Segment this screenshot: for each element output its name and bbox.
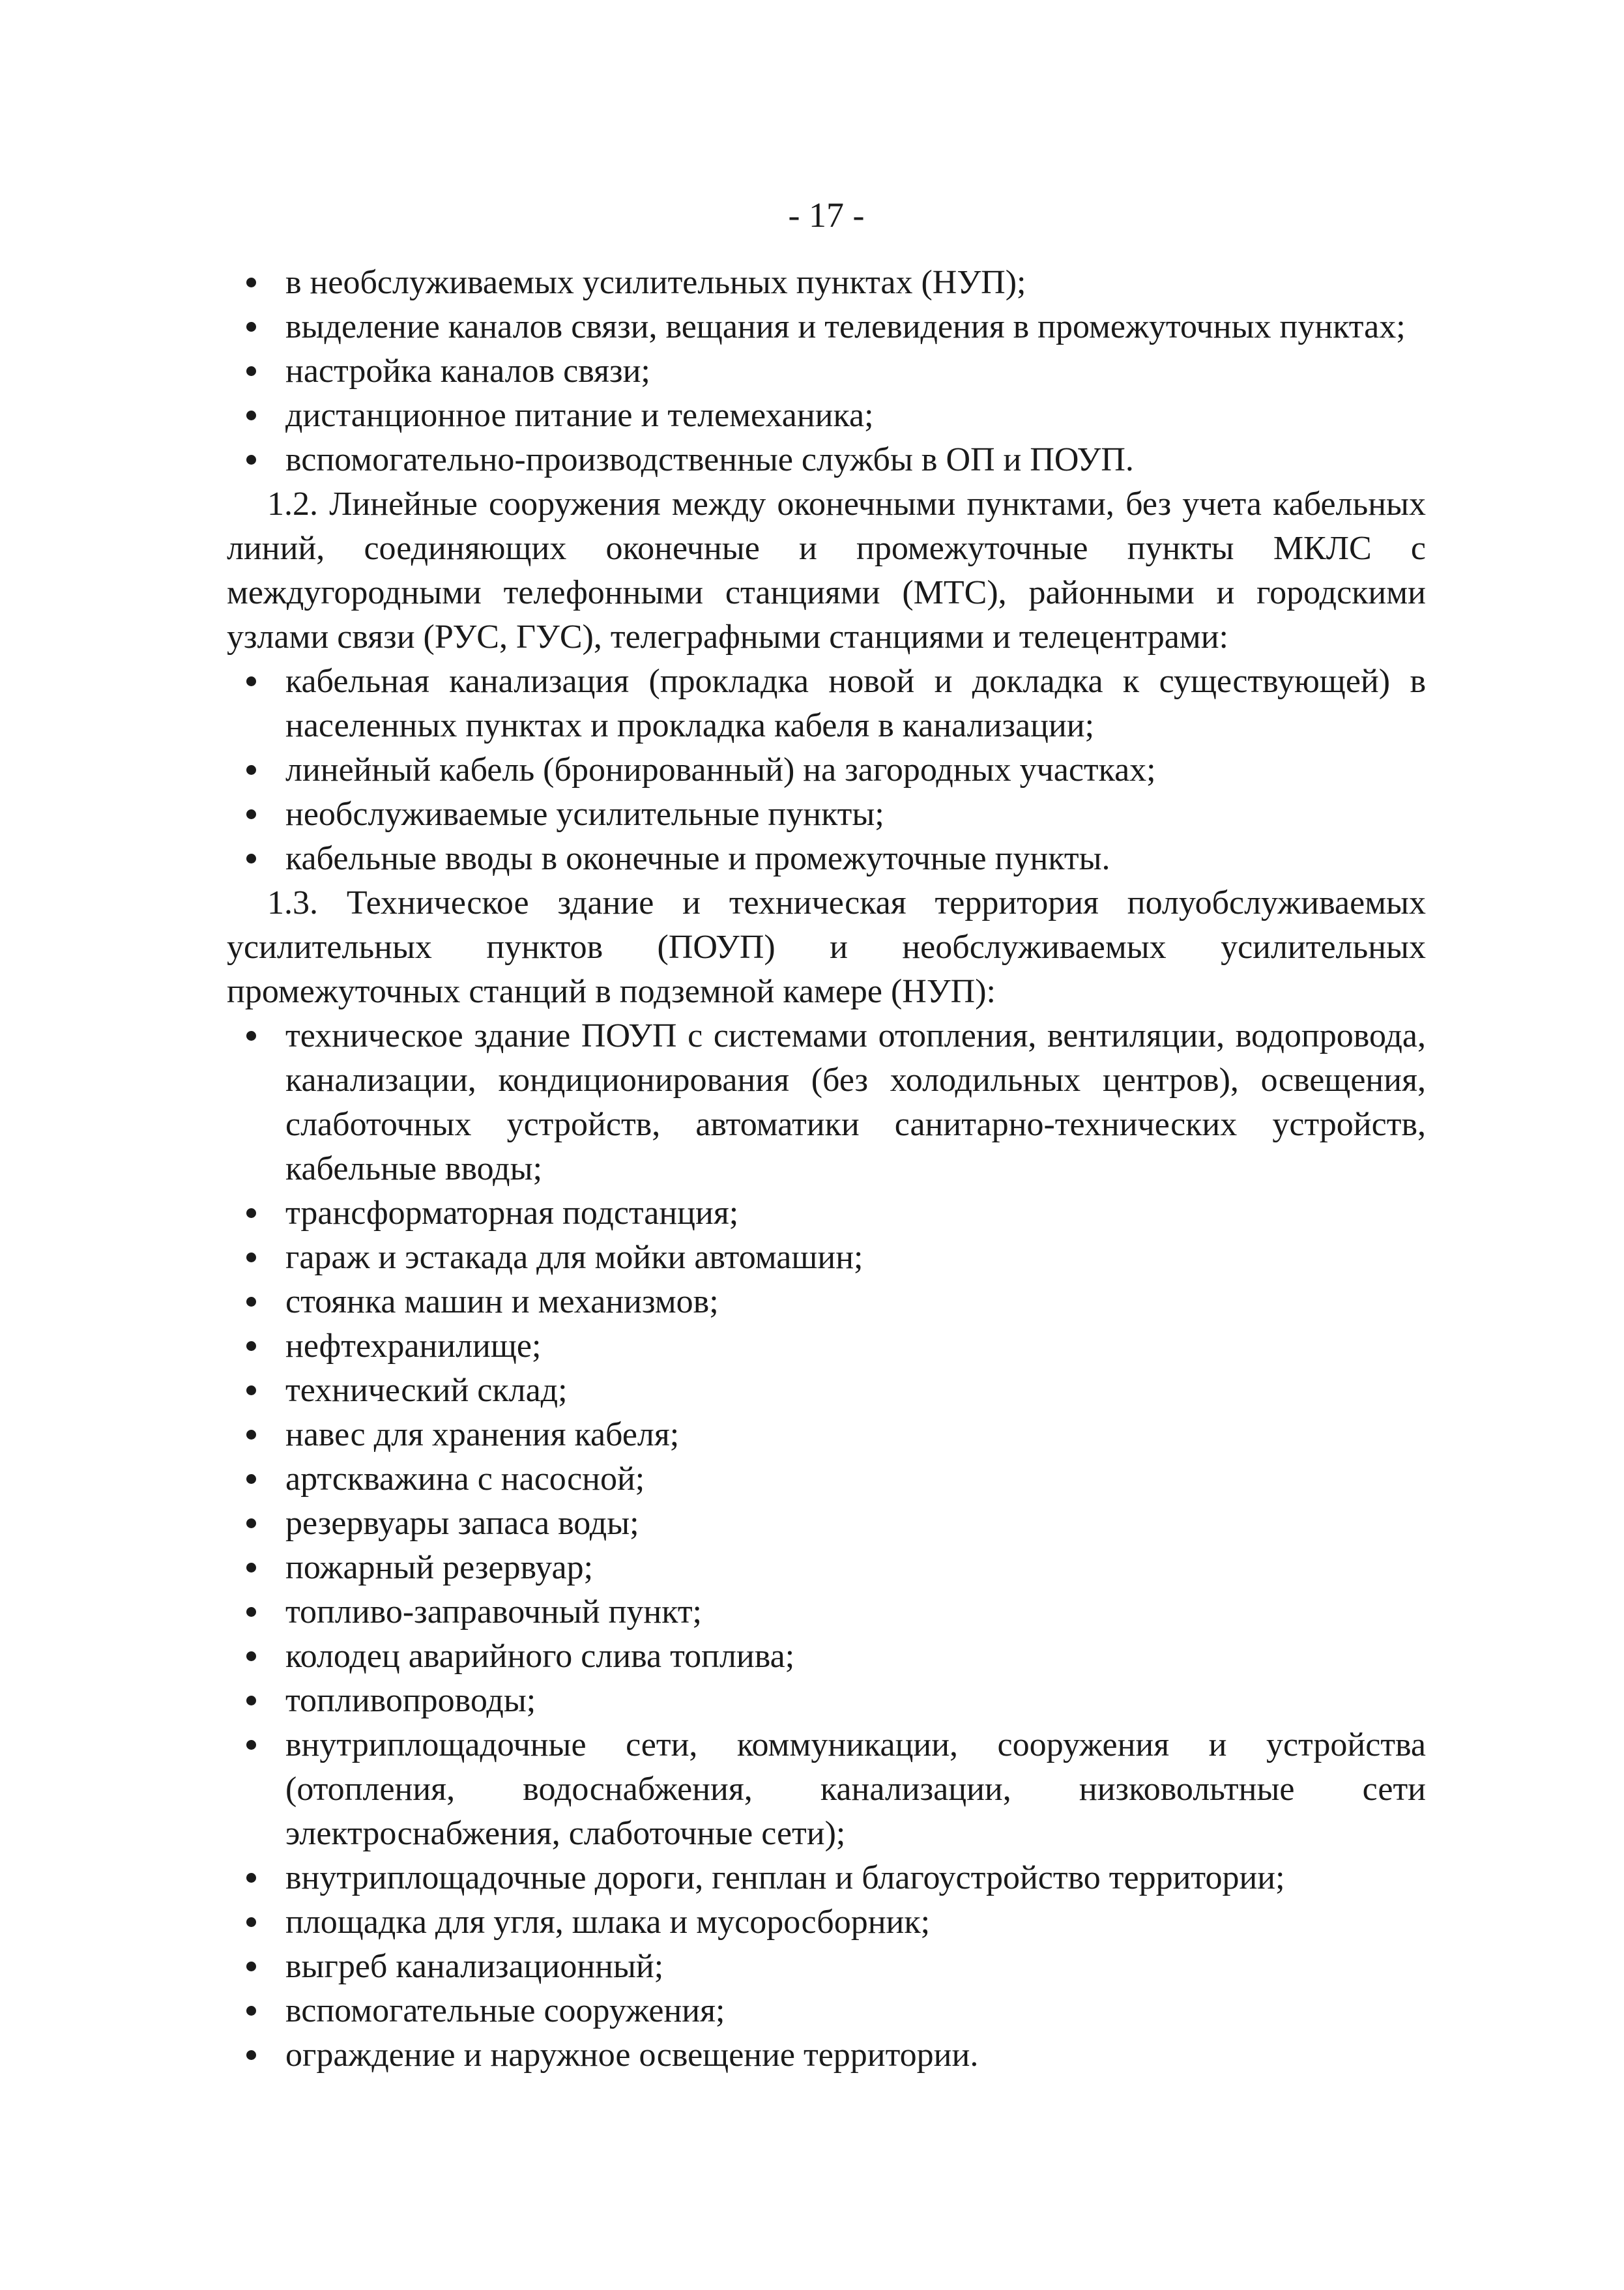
list-item [227,792,1426,837]
list-item [227,1236,1426,1280]
bullet-icon [246,1563,256,1573]
list-item-text: технический склад; [285,1372,568,1409]
list-item-text: внутриплощадочные сети, коммуникации, сооружения и устройства (отопления, водоснабжения, канализации, низковольтные сети электроснабжения, слаботочные сети); [285,1726,1426,1852]
list-item-text: нефтехранилище; [285,1327,542,1365]
list-item [227,659,1426,748]
list-item-text: дистанционное питание и телемеханика; [285,397,874,434]
bullet-icon [246,1385,256,1395]
bullet-icon [246,2006,256,2016]
bullet-icon [246,1297,256,1307]
list-item-text: резервуары запаса воды; [285,1505,639,1542]
list-item [227,2033,1426,2078]
page-number: - 17 - [788,196,865,235]
list-item [227,349,1426,394]
bullet-icon [246,809,256,819]
bullet-icon [246,1031,256,1041]
bullet-icon [246,278,256,287]
list-item [227,394,1426,438]
bullet-icon [246,322,256,332]
list-item-text: артскважина с насосной; [285,1460,645,1498]
list-item [227,1590,1426,1634]
list-item [227,1634,1426,1679]
list-item [227,1723,1426,1856]
list-item-text: навес для хранения кабеля; [285,1416,680,1453]
list-item [227,1989,1426,2033]
list-item-text: линейный кабель (бронированный) на загородных участках; [285,751,1156,789]
list-item-text: трансформаторная подстанция; [285,1195,739,1232]
list-item-text: площадка для угля, шлака и мусоросборник; [285,1904,931,1941]
bullet-icon [246,1740,256,1750]
list-item [227,1457,1426,1501]
list-item-text: ограждение и наружное освещение территории. [285,2036,979,2074]
list-item-text: топливопроводы; [285,1682,536,1719]
list-item-text: выгреб канализационный; [285,1948,664,1985]
bullet-icon [246,455,256,465]
list-item-text: пожарный резервуар; [285,1549,594,1586]
list-item [227,1324,1426,1369]
list-item [227,1280,1426,1324]
list-item [227,305,1426,349]
bullet-icon [246,2050,256,2060]
list-item-text: вспомогательные сооружения; [285,1992,725,2029]
bullet-icon [246,1873,256,1883]
list-item [227,261,1426,305]
bullet-icon [246,1253,256,1262]
bullet-icon [246,676,256,686]
list-item [227,1856,1426,1900]
list-item-text: техническое здание ПОУП с системами отопления, вентиляции, водопровода, канализации, кондиционирования (без холодильных центров), освещения, слаботочных устройств, автоматики санитарно-технических устройств, кабельные вводы; [285,1017,1426,1187]
list-item-text: колодец аварийного слива топлива; [285,1638,795,1675]
list-item [227,748,1426,792]
bullet-icon [246,1917,256,1927]
list-item [227,1014,1426,1191]
list-item-text: кабельная канализация (прокладка новой и докладка к существующей) в населенных пунктах и прокладка кабеля в канализации; [285,663,1426,744]
list-item-text: топливо-заправочный пункт; [285,1593,703,1631]
bullet-icon [246,1651,256,1661]
bullet-icon [246,1607,256,1617]
list-item [227,1679,1426,1723]
list-item [227,1191,1426,1236]
list-item-text: гараж и эстакада для мойки автомашин; [285,1239,863,1276]
document-page [227,189,1426,2078]
bullet-icon [246,1341,256,1351]
bullet-icon [246,411,256,420]
list-item [227,1546,1426,1590]
bullet-icon [246,1474,256,1484]
list-item-text: внутриплощадочные дороги, генплан и благоустройство территории; [285,1859,1285,1896]
list-item [227,1413,1426,1457]
bullet-icon [246,1518,256,1528]
list-item [227,1900,1426,1945]
bullet-icon [246,1962,256,1971]
bullet-list-1 [227,261,1426,482]
list-item-text: необслуживаемые усилительные пункты; [285,796,884,833]
list-item [227,1945,1426,1989]
paragraph-1-2: 1.2. Линейные сооружения между оконечными пунктами, без учета кабельных линий, соединяющих оконечные и промежуточные пункты МКЛС с междугородными телефонными станциями (МТС), районными и городскими узлами связи (РУС, ГУС), телеграфными станциями и телецентрами: [227,486,1426,656]
bullet-icon [246,1430,256,1440]
bullet-list-3 [227,1014,1426,2078]
list-item [227,1501,1426,1546]
list-item [227,438,1426,482]
list-item [227,837,1426,881]
bullet-list-2 [227,659,1426,881]
list-item-text: выделение каналов связи, вещания и телевидения в промежуточных пунктах; [285,308,1406,345]
list-item [227,1369,1426,1413]
bullet-icon [246,366,256,376]
bullet-icon [246,1208,256,1218]
bullet-icon [246,854,256,863]
list-item-text: стоянка машин и механизмов; [285,1283,719,1320]
paragraph-1-3: 1.3. Техническое здание и техническая территория полуобслуживаемых усилительных пунктов (ПОУП) и необслуживаемых усилительных промежуточных станций в подземной камере (НУП): [227,884,1426,1010]
list-item-text: кабельные вводы в оконечные и промежуточные пункты. [285,840,1110,877]
bullet-icon [246,1696,256,1705]
bullet-icon [246,765,256,775]
list-item-text: настройка каналов связи; [285,353,650,390]
list-item-text: в необслуживаемых усилительных пунктах (НУП); [285,264,1026,301]
list-item-text: вспомогательно-производственные службы в ОП и ПОУП. [285,441,1134,478]
